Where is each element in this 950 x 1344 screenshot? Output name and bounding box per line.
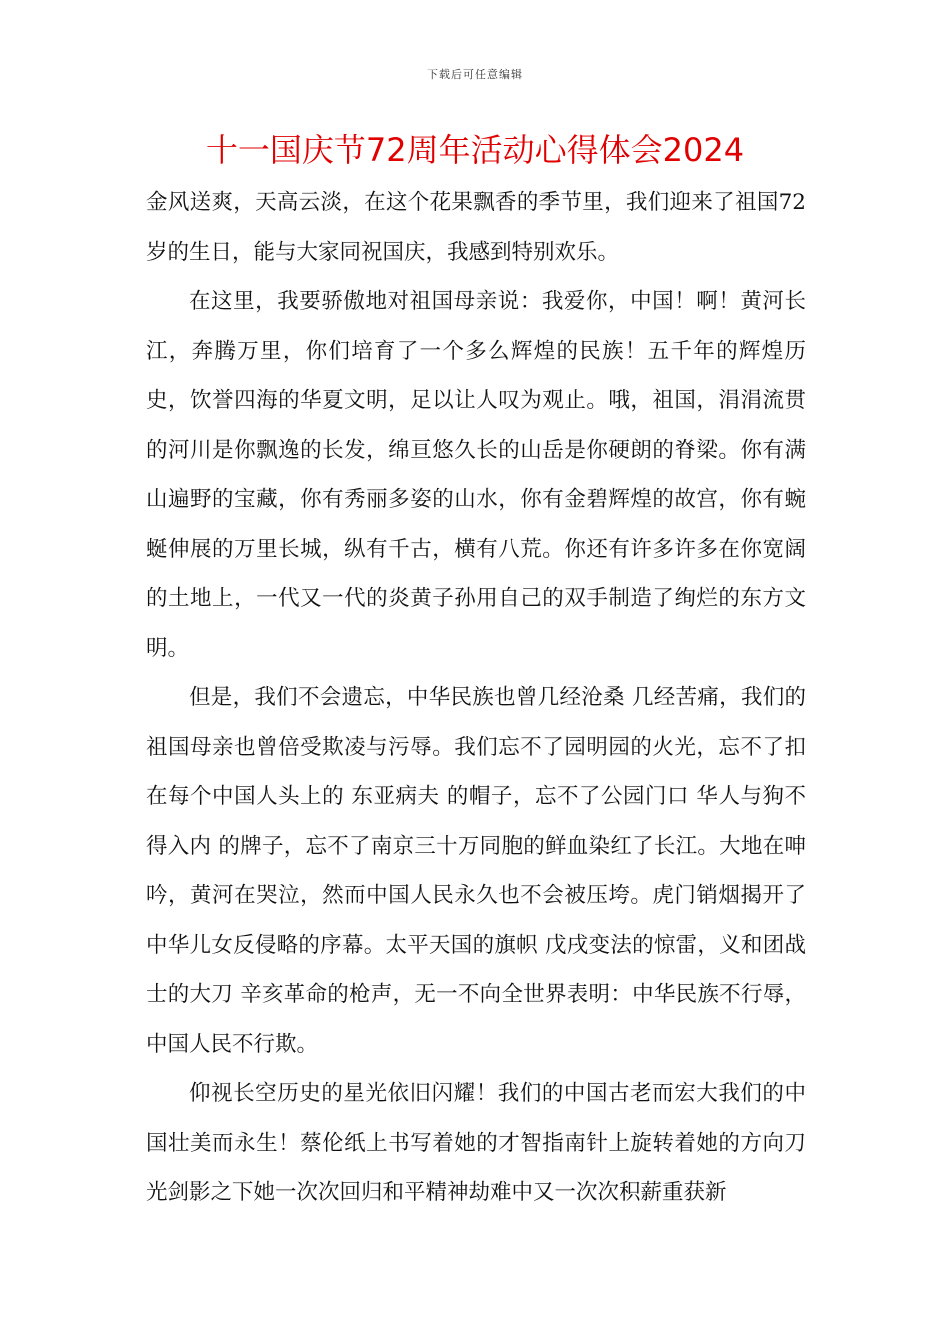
document-body (146, 178, 806, 1218)
document-title: 十一国庆节72周年活动心得体会2024 (205, 131, 745, 169)
paragraph-love-china: 在这里，我要骄傲地对祖国母亲说：我爱你，中国！啊！黄河长江，奔腾万里，你们培育了一个多么辉煌的民族！五千年的辉煌历史，饮誉四海的华夏文明，足以让人叹为观止。哦，祖国，涓涓流贯的河川是你飘逸的长发，绵亘悠久长的山岳是你硬朗的脊梁。你有满山遍野的宝藏，你有秀丽多姿的山水，你有金碧辉煌的故宫，你有蜿蜒伸展的万里长城，纵有千古，横有八荒。你还有许多许多在你宽阔的土地上，一代又一代的炎黄子孙用自己的双手制造了绚烂的东方文明。 (146, 289, 806, 661)
paragraph-history: 但是，我们不会遗忘，中华民族也曾几经沧桑 几经苦痛，我们的祖国母亲也曾倍受欺凌与污辱。我们忘不了园明园的火光，忘不了扣在每个中国人头上的 东亚病夫 的帽子，忘不了公园门口 华人与狗不得入内 的牌子，忘不了南京三十万同胞的鲜血染红了长江。大地在呻吟，黄河在哭泣，然而中国人民永久也不会被压垮。虎门销烟揭开了中华儿女反侵略的序幕。太平天国的旗帜 戊戌变法的惊雷，义和团战士的大刀 辛亥革命的枪声，无一不向全世界表明：中华民族不行辱，中国人民不行欺。 (146, 685, 806, 1057)
paragraph-intro: 金风送爽，天高云淡，在这个花果飘香的季节里，我们迎来了祖国72岁的生日，能与大家同祝国庆，我感到特别欢乐。 (146, 190, 806, 265)
download-note: 下载后可任意编辑 (427, 68, 523, 81)
paragraph-stars: 仰视长空历史的星光依旧闪耀！我们的中国古老而宏大我们的中国壮美而永生！蔡伦纸上书写着她的才智指南针上旋转着她的方向刀光剑影之下她一次次回归和平精神劫难中又一次次积薪重获新 (146, 1081, 806, 1205)
